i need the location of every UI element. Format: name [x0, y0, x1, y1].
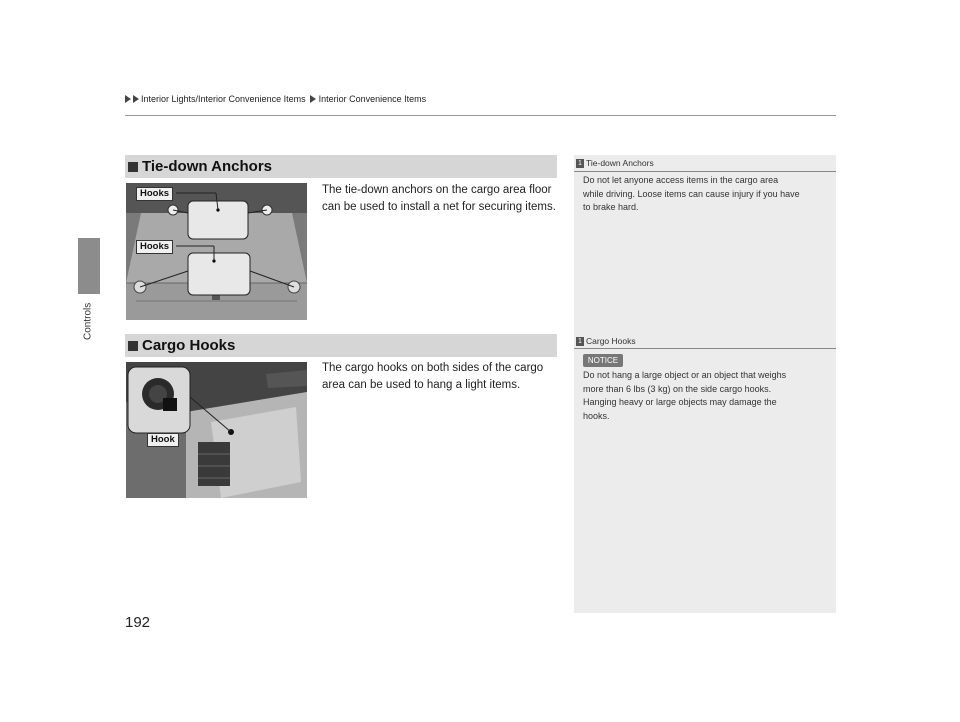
- chapter-tab: [78, 238, 100, 294]
- note-ref-icon: 1: [576, 159, 584, 168]
- triangle-arrow-icon: [125, 95, 131, 103]
- section-title: Cargo Hooks: [142, 337, 236, 354]
- note-heading: [576, 158, 654, 168]
- section-body: The tie-down anchors on the cargo area floor can be used to install a net for securing items.: [322, 184, 556, 213]
- note-heading-text: Tie-down Anchors: [586, 158, 654, 168]
- hook-callout: Hook: [147, 433, 179, 447]
- section-title: Tie-down Anchors: [142, 158, 273, 175]
- hooks-callout: Hooks: [136, 240, 173, 254]
- breadcrumb-item[interactable]: Interior Convenience Items: [318, 94, 427, 104]
- section-body: The cargo hooks on both sides of the cargo area can be used to hang a light items.: [322, 362, 544, 391]
- cargo-side-illustration: [126, 362, 307, 498]
- page-number: 192: [125, 614, 151, 631]
- triangle-arrow-icon: [133, 95, 139, 103]
- cargo-side-photo: [126, 362, 307, 498]
- section-header: [125, 334, 557, 357]
- breadcrumb-item[interactable]: Interior Lights/Interior Convenience Items: [141, 94, 306, 104]
- hooks-callout: Hooks: [136, 187, 173, 201]
- breadcrumb: [125, 94, 426, 104]
- note-heading-text: Cargo Hooks: [586, 336, 636, 346]
- square-bullet-icon: [128, 341, 138, 351]
- note-divider: [574, 171, 836, 172]
- note-ref-icon: 1: [576, 337, 584, 346]
- note-divider: [574, 348, 836, 349]
- note-text: Do not let anyone access items in the cargo area while driving. Loose items can cause injury if you have to brake hard.: [583, 175, 800, 212]
- header-divider: [125, 115, 836, 116]
- chapter-label: Controls: [82, 302, 94, 340]
- section-header: [125, 155, 557, 178]
- notice-badge: NOTICE: [583, 354, 623, 367]
- note-text: Do not hang a large object or an object that weighs more than 6 lbs (3 kg) on the side cargo hooks. Hanging heavy or large objects may damage the hooks.: [583, 370, 787, 421]
- triangle-arrow-icon: [310, 95, 316, 103]
- square-bullet-icon: [128, 162, 138, 172]
- note-heading: [576, 336, 636, 346]
